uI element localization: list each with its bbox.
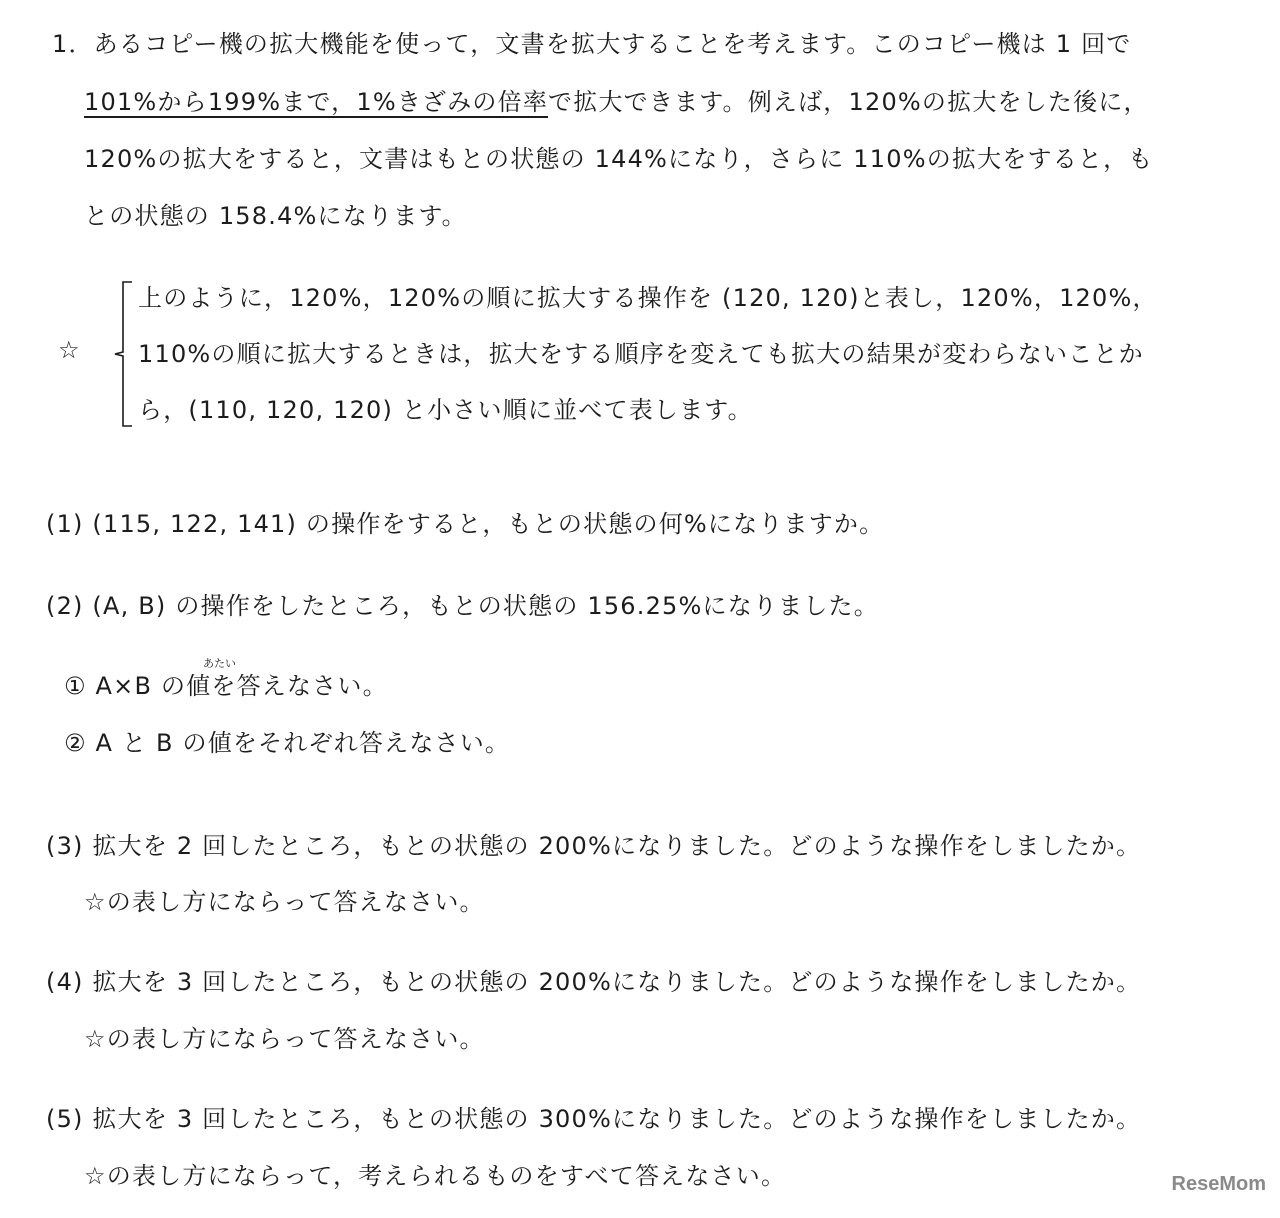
question-2-sub-1: ① A×B の値を答えなさい。 — [64, 672, 388, 700]
resemom-watermark-logo: ReseMom — [1171, 1173, 1266, 1195]
intro-line-2 — [84, 86, 1149, 118]
star-line-3: ら，(110, 120, 120) と小さい順に並べて表します。 — [138, 396, 753, 424]
intro-line-4: との状態の 158.4%になります。 — [84, 202, 467, 230]
question-2-sub-2: ② A と B の値をそれぞれ答えなさい。 — [64, 729, 511, 757]
question-2: (2) (A, B) の操作をしたところ，もとの状態の 156.25%になりました。 — [46, 592, 879, 620]
star-marker-icon: ☆ — [58, 336, 80, 364]
intro-underlined-phrase: 101%から199%まで，1%きざみの倍率 — [84, 88, 549, 116]
left-brace-icon — [112, 280, 134, 428]
question-3-line-1: (3) 拡大を 2 回したところ，もとの状態の 200%になりました。どのような操作をしましたか。 — [46, 832, 1142, 860]
question-5-line-1: (5) 拡大を 3 回したところ，もとの状態の 300%になりました。どのような操作をしましたか。 — [46, 1105, 1142, 1133]
intro-line-3: 120%の拡大をすると，文書はもとの状態の 144%になり，さらに 110%の拡大をすると，も — [84, 145, 1154, 173]
question-1: (1) (115, 122, 141) の操作をすると，もとの状態の何%になりますか。 — [46, 510, 885, 538]
furigana-atai: あたい — [203, 657, 236, 670]
question-3-line-2: ☆の表し方にならって答えなさい。 — [84, 888, 485, 916]
intro-line-2-rest: で拡大できます。例えば，120%の拡大をした後に， — [548, 88, 1149, 116]
intro-line-1: 1．あるコピー機の拡大機能を使って，文書を拡大することを考えます。このコピー機は 1 回で — [52, 30, 1132, 58]
star-line-1: 上のように，120%，120%の順に拡大する操作を (120, 120)と表し，120%，120%， — [138, 284, 1158, 312]
question-4-line-2: ☆の表し方にならって答えなさい。 — [84, 1025, 485, 1053]
question-5-line-2: ☆の表し方にならって，考えられるものをすべて答えなさい。 — [84, 1162, 787, 1190]
star-line-2: 110%の順に拡大するときは，拡大をする順序を変えても拡大の結果が変わらないことか — [138, 340, 1144, 368]
question-4-line-1: (4) 拡大を 3 回したところ，もとの状態の 200%になりました。どのような操作をしましたか。 — [46, 968, 1142, 996]
